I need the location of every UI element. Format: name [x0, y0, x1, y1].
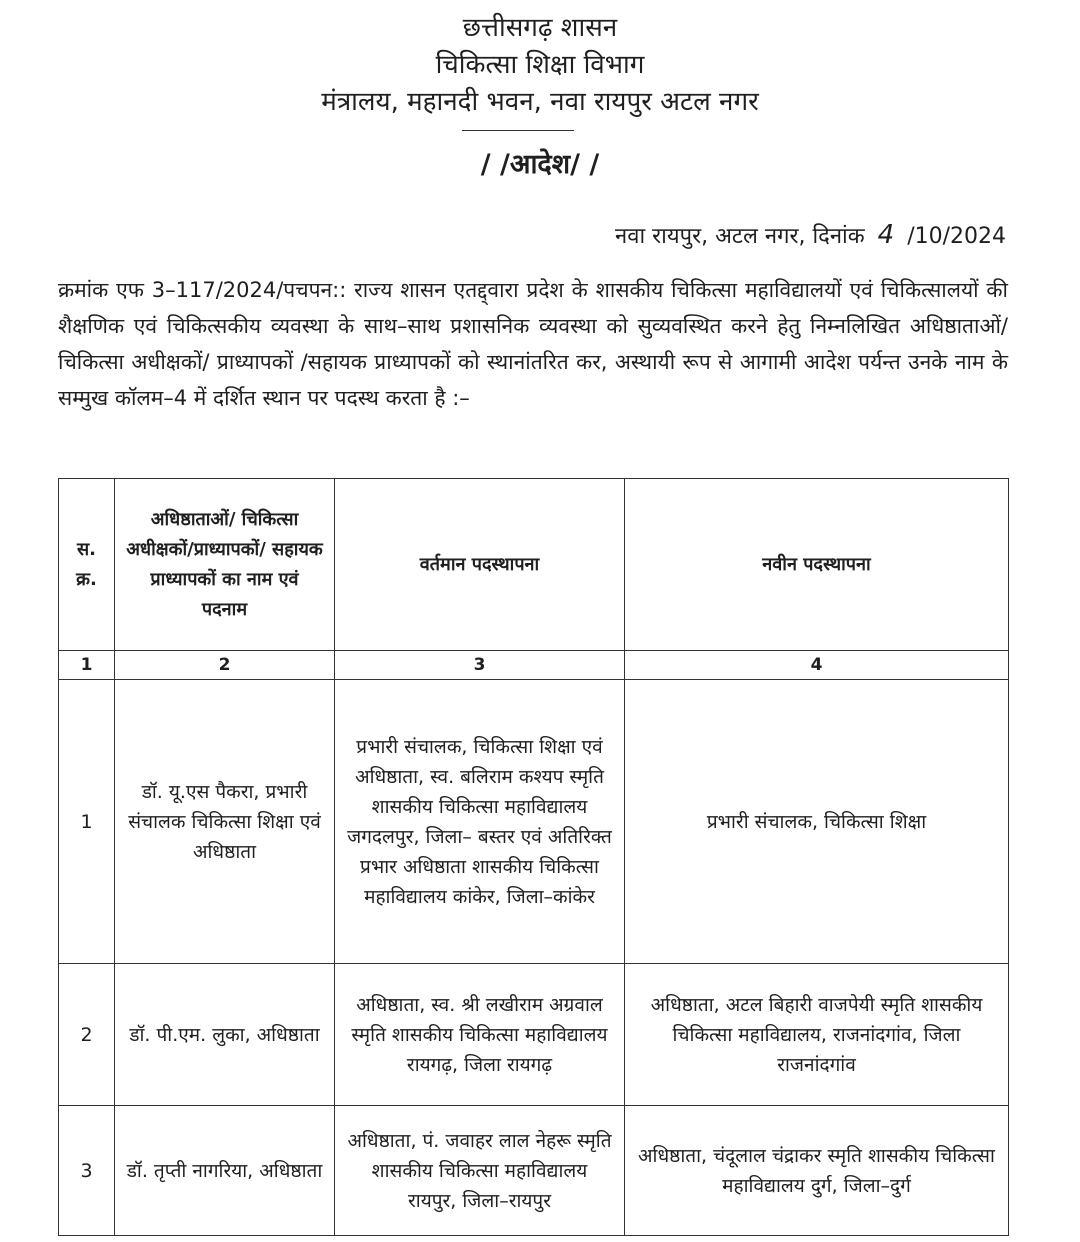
order-date-line — [615, 218, 1006, 254]
order-title: / /आदेश/ / — [480, 149, 600, 180]
date-month-year: /10/2024 — [907, 224, 1006, 249]
office-address: मंत्रालय, महानदी भवन, नवा रायपुर अटल नगर — [321, 87, 759, 117]
document-header — [0, 10, 1080, 121]
row-current-posting: प्रभारी संचालक, चिकित्सा शिक्षा एवं अधिष्ठाता, स्व. बलिराम कश्यप स्मृति शासकीय चिकित्सा महाविद्यालय जगदलपुर, जिला– बस्तर एवं अतिरिक्त प्रभार अधिष्ठाता शासकीय चिकित्सा महाविद्यालय कांकेर, जिला–कांकेर — [335, 680, 625, 964]
row-new-posting: अधिष्ठाता, चंदूलाल चंद्राकर स्मृति शासकीय चिकित्सा महाविद्यालय दुर्ग, जिला–दुर्ग — [625, 1106, 1009, 1236]
column-number: 1 — [59, 651, 115, 680]
row-current-posting: अधिष्ठाता, स्व. श्री लखीराम अग्रवाल स्मृति शासकीय चिकित्सा महाविद्यालय रायगढ़, जिला रायगढ़ — [335, 964, 625, 1106]
header-new-posting: नवीन पदस्थापना — [625, 479, 1009, 651]
row-new-posting: अधिष्ठाता, अटल बिहारी वाजपेयी स्मृति शासकीय चिकित्सा महाविद्यालय, राजनांदगांव, जिला राजनांदगांव — [625, 964, 1009, 1106]
date-place: नवा रायपुर, अटल नगर, दिनांक — [615, 224, 865, 249]
table-header-row — [59, 479, 1009, 651]
row-serial: 3 — [59, 1106, 115, 1236]
table-row — [59, 964, 1009, 1106]
header-serial: स. क्र. — [59, 479, 115, 651]
column-number: 4 — [625, 651, 1009, 680]
row-serial: 1 — [59, 680, 115, 964]
row-name: डॉ. तृप्ती नागरिया, अधिष्ठाता — [115, 1106, 335, 1236]
header-name-designation: अधिष्ठाताओं/ चिकित्सा अधीक्षकों/प्राध्यापकों/ सहायक प्राध्यापकों का नाम एवं पदनाम — [115, 479, 335, 651]
column-number-row — [59, 651, 1009, 680]
column-number: 3 — [335, 651, 625, 680]
order-intro-paragraph: क्रमांक एफ 3–117/2024/पचपन:: राज्य शासन एतद्द्वारा प्रदेश के शासकीय चिकित्सा महाविद्यालयों एवं चिकित्सालयों की शैक्षणिक एवं चिकित्सकीय व्यवस्था के साथ–साथ प्रशासनिक व्यवस्था को सुव्यवस्थित करने हेतु निम्नलिखित अधिष्ठाताओं/ चिकित्सा अधीक्षकों/ प्राध्यापकों /सहायक प्राध्यापकों को स्थानांतरित कर, अस्थायी रूप से आगामी आदेश पर्यन्त उनके नाम के सम्मुख कॉलम–4 में दर्शित स्थान पर पदस्थ करता है :– — [58, 278, 1008, 410]
row-serial: 2 — [59, 964, 115, 1106]
government-name: छत्तीसगढ़ शासन — [462, 13, 618, 43]
department-name: चिकित्सा शिक्षा विभाग — [435, 50, 645, 80]
table-row — [59, 1106, 1009, 1236]
date-day-handwritten: 4 — [877, 220, 895, 250]
header-divider — [462, 130, 574, 131]
table-row — [59, 680, 1009, 964]
row-current-posting: अधिष्ठाता, पं. जवाहर लाल नेहरू स्मृति शासकीय चिकित्सा महाविद्यालय रायपुर, जिला–रायपुर — [335, 1106, 625, 1236]
row-new-posting: प्रभारी संचालक, चिकित्सा शिक्षा — [625, 680, 1009, 964]
row-name: डॉ. पी.एम. लुका, अधिष्ठाता — [115, 964, 335, 1106]
transfer-table — [58, 478, 1009, 1236]
row-name: डॉ. यू.एस पैकरा, प्रभारी संचालक चिकित्सा शिक्षा एवं अधिष्ठाता — [115, 680, 335, 964]
column-number: 2 — [115, 651, 335, 680]
header-current-posting: वर्तमान पदस्थापना — [335, 479, 625, 651]
